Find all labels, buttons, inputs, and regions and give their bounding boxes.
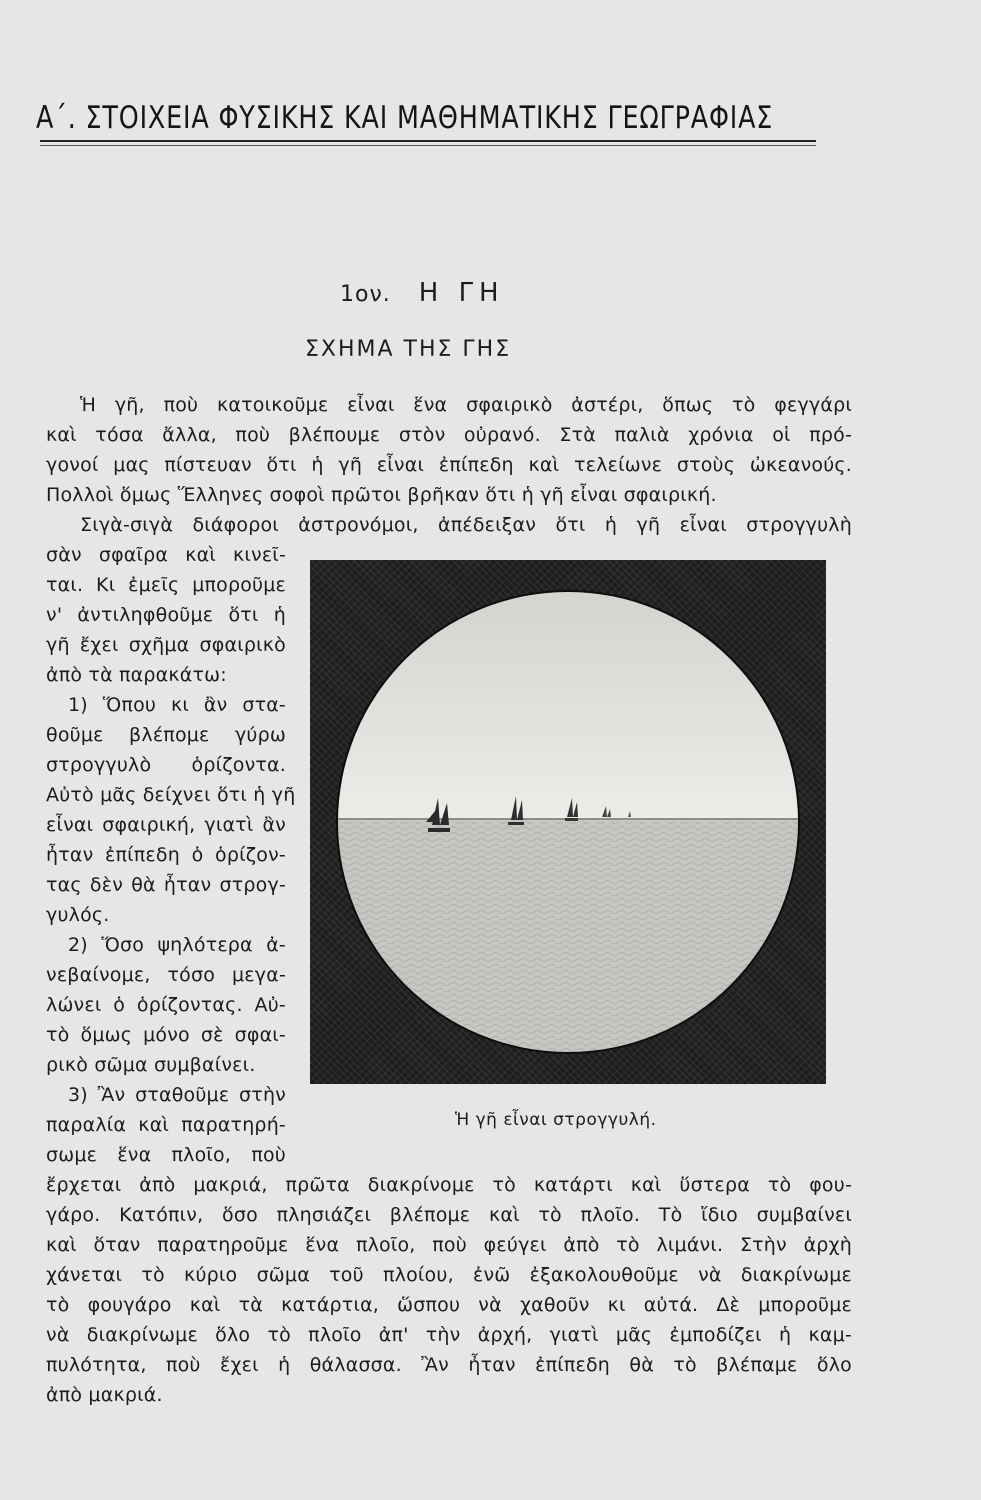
chapter-number: 1ον. xyxy=(340,282,391,307)
text-line: Πολλοὶ ὅμως Ἕλληνες σοφοὶ πρῶτοι βρῆκαν ὅτι ἡ γῆ εἶναι σφαιρική. xyxy=(46,484,717,506)
sky xyxy=(330,580,810,820)
text-line: τὸ φουγάρο καὶ τὰ κατάρτια, ὥσπου νὰ χαθοῦν κι αὐτά. Δὲ μποροῦμε xyxy=(46,1294,852,1316)
text-line: γῆ ἔχει σχῆμα σφαιρικὸ xyxy=(46,634,286,656)
text-line: σὰν σφαῖρα καὶ κινεῖ- xyxy=(46,544,286,566)
text-line: γονοί μας πίστευαν ὅτι ἡ γῆ εἶναι ἐπίπεδη καὶ τελείωνε στοὺς ὠκεανούς. xyxy=(46,454,852,476)
text-line: στρογγυλὸ ὁρίζοντα. xyxy=(46,754,286,776)
text-line: γυλός. xyxy=(46,904,110,926)
text-line: νὰ διακρίνωμε ὅλο τὸ πλοῖο ἀπ' τὴν ἀρχή, γιατὶ μᾶς ἐμποδίζει ἡ καμ- xyxy=(46,1324,852,1346)
text-line: τὸ ὅμως μόνο σὲ σφαι- xyxy=(46,1024,286,1046)
chapter-title: Η ΓΗ xyxy=(418,278,505,308)
text-line: ἀπὸ τὰ παρακάτω: xyxy=(46,664,227,686)
illustration-round-horizon xyxy=(310,560,826,1084)
text-line: ἀπὸ μακριά. xyxy=(46,1384,163,1406)
text-line: λώνει ὁ ὁρίζοντας. Αὐ- xyxy=(46,994,286,1016)
sea-waves xyxy=(330,822,810,1072)
part-heading: Α΄. ΣΤΟΙΧΕΙΑ ΦΥΣΙΚΗΣ ΚΑΙ ΜΑΘΗΜΑΤΙΚΗΣ ΓΕΩΓΡΑΦΙΑΣ xyxy=(36,100,774,136)
text-line: 2) Ὅσο ψηλότερα ἀ- xyxy=(68,934,286,956)
text-line: γάρο. Κατόπιν, ὅσο πλησιάζει βλέπομε καὶ τὸ πλοῖο. Τὸ ἴδιο συμβαίνει xyxy=(46,1204,852,1226)
text-line: Ἡ γῆ, ποὺ κατοικοῦμε εἶναι ἕνα σφαιρικὸ ἀστέρι, ὅπως τὸ φεγγάρι xyxy=(80,394,852,416)
text-line: σωμε ἕνα πλοῖο, ποὺ xyxy=(46,1144,286,1166)
text-line: ἦταν ἐπίπεδη ὁ ὁρίζον- xyxy=(46,844,286,866)
text-line: 3) Ἂν σταθοῦμε στὴν xyxy=(68,1084,286,1106)
text-line: πυλότητα, ποὺ ἔχει ἡ θάλασσα. Ἂν ἦταν ἐπίπεδη θὰ τὸ βλέπαμε ὅλο xyxy=(46,1354,852,1376)
section-title: ΣΧΗΜΑ ΤΗΣ ΓΗΣ xyxy=(305,337,512,362)
text-line: ἔρχεται ἀπὸ μακριά, πρῶτα διακρίνομε τὸ κατάρτι καὶ ὕστερα τὸ φου- xyxy=(46,1174,852,1196)
heading-underline-thin xyxy=(40,145,816,146)
text-line: νεβαίνομε, τόσο μεγα- xyxy=(46,964,286,986)
text-line: παραλία καὶ παρατηρή- xyxy=(46,1114,286,1136)
text-line: ν' ἀντιληφθοῦμε ὅτι ἡ xyxy=(46,604,286,626)
text-line: ρικὸ σῶμα συμβαίνει. xyxy=(46,1054,256,1076)
heading-underline xyxy=(40,140,816,142)
text-line: καὶ ὅταν παρατηροῦμε ἕνα πλοῖο, ποὺ φεύγει ἀπὸ τὸ λιμάνι. Στὴν ἀρχὴ xyxy=(46,1234,852,1256)
figure-caption: Ἡ γῆ εἶναι στρογγυλή. xyxy=(455,1110,657,1130)
text-line: ται. Κι ἐμεῖς μποροῦμε xyxy=(46,574,286,596)
text-line: τας δὲν θὰ ἦταν στρογ- xyxy=(46,874,286,896)
text-line: θοῦμε βλέπομε γύρω xyxy=(46,724,286,746)
text-line: εἶναι σφαιρική, γιατὶ ἂν xyxy=(46,814,286,836)
horizon-engraving xyxy=(310,560,826,1084)
text-line: Σιγὰ-σιγὰ διάφοροι ἀστρονόμοι, ἀπέδειξαν ὅτι ἡ γῆ εἶναι στρογγυλὴ xyxy=(80,514,852,536)
text-line: χάνεται τὸ κύριο σῶμα τοῦ πλοίου, ἐνῶ ἐξακολουθοῦμε νὰ διακρίνωμε xyxy=(46,1264,852,1286)
chapter-heading xyxy=(340,278,505,308)
text-line: καὶ τόσα ἄλλα, ποὺ βλέπουμε στὸν οὐρανό. Στὰ παλιὰ χρόνια οἱ πρό- xyxy=(46,424,852,446)
text-line: Αὐτὸ μᾶς δείχνει ὅτι ἡ γῆ xyxy=(46,784,296,806)
text-line: 1) Ὅπου κι ἂν στα- xyxy=(68,694,286,716)
